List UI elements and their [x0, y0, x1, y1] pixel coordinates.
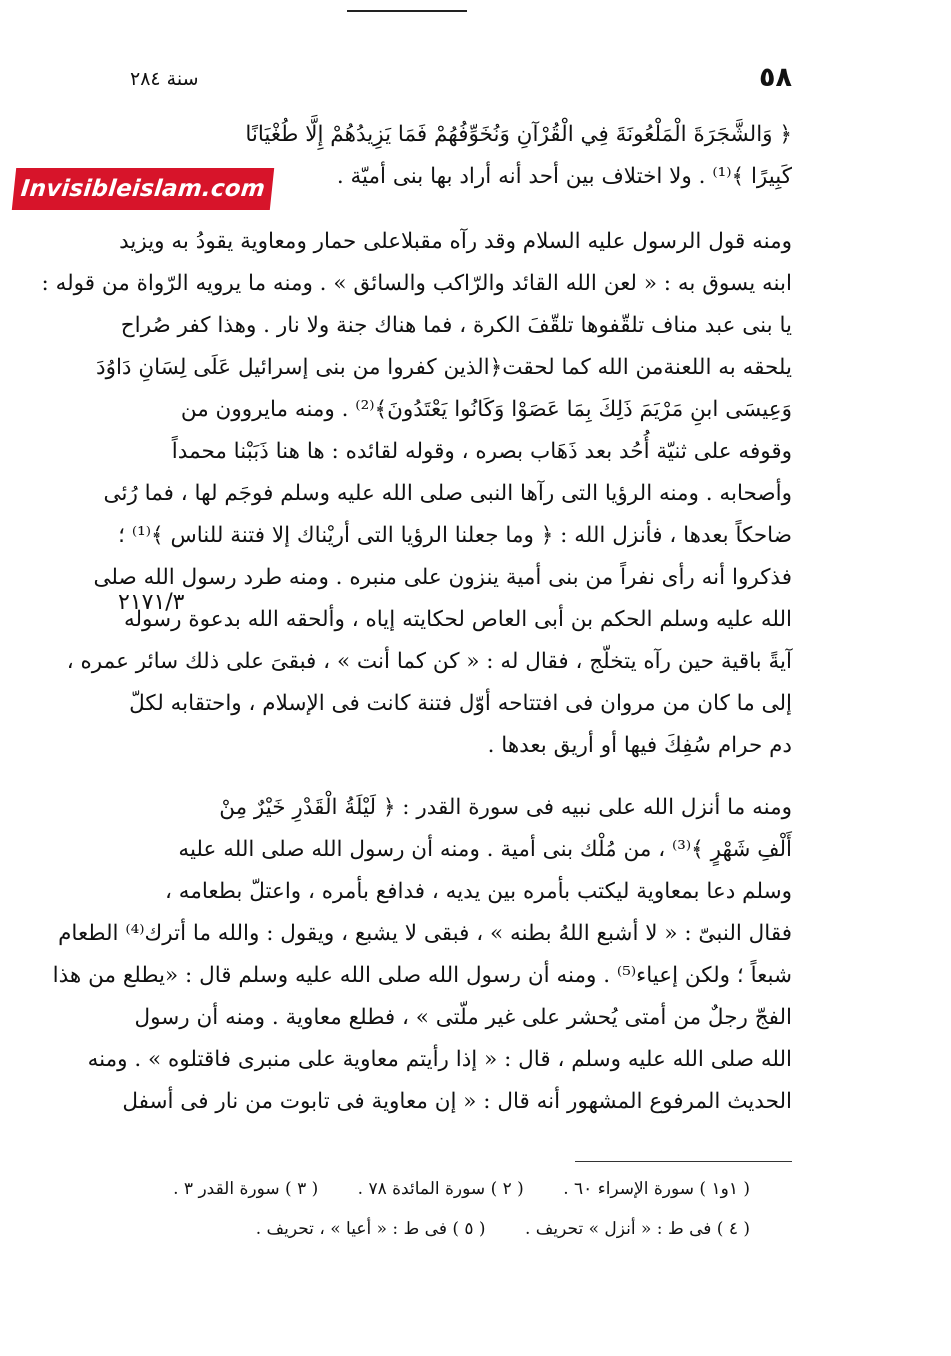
text-line: وأصحابه . ومنه الرؤيا التى رآها النبى صلى الله عليه وسلم فوجَم لها ، فما رُئى — [103, 481, 792, 506]
text-line: إلى ما كان من مروان فى افتتاحه أوّل فتنة كانت فى الإسلام ، واحتقابه لكلّ — [129, 691, 792, 716]
text-line: فقال النبىّ : « لا أشبع اللهُ بطنه » ، فبقى لا يشبع ، ويقول : والله ما أترك⁽⁴⁾ الطعام — [58, 921, 792, 946]
text-line: ابنه يسوق به : « لعن الله القائد والرّاكب والسائق » . ومنه ما يرويه الرّواة من قوله : — [41, 271, 792, 296]
page-number: ٥٨ — [759, 62, 792, 93]
footnote: ( ٥ ) فى ط : « أعيا » ، تحريف . — [255, 1219, 486, 1239]
running-title-year: سنة ٢٨٤ — [130, 68, 199, 90]
text-line: وسلم دعا بمعاوية ليكتب بأمره بين يديه ، فدافع بأمره ، واعتلّ بطعامه ، — [165, 879, 792, 904]
footnote: ( ٣ ) سورة القدر ٣ . — [173, 1179, 319, 1199]
margin-reference: ٢١٧١/٣ — [118, 590, 185, 615]
text-line: الحديث المرفوع المشهور أنه قال : « إن معاوية فى تابوت من نار فى أسفل — [122, 1089, 792, 1114]
paragraph-2 — [41, 221, 792, 767]
paragraph-3 — [52, 787, 792, 1123]
top-rule — [347, 10, 467, 12]
running-header — [130, 62, 792, 98]
footnotes — [130, 1172, 750, 1262]
text-line: الفجّ رجلٌ من أمتى يُحشر على غير ملّتى » ، فطلع معاوية . ومنه أن رسول — [134, 1005, 792, 1030]
text-line: يا بنى عبد مناف تلقّفوها تلقّفَ الكرة ، فما هناك جنة ولا نار . وهذا كفر صُراح — [120, 313, 792, 338]
text-line: دم حرام سُفِكَ فيها أو أريق بعدها . — [487, 733, 792, 758]
footnote: ( ٢ ) سورة المائدة ٧٨ . — [357, 1179, 524, 1199]
text-line: وَعِيسَى ابنِ مَرْيَمَ ذَلِكَ بِمَا عَصَوْا وَكَانُوا يَعْتَدُونَ﴾⁽²⁾ . ومنه مايروون من — [180, 397, 792, 422]
footnote-line-1 — [139, 1172, 750, 1206]
text-line: الله صلى الله عليه وسلم ، قال : « إذا رأيتم معاوية على منبرى فاقتلوه » . ومنه — [87, 1047, 792, 1072]
footnote-line-2 — [222, 1212, 750, 1246]
text-line: ومنه ما أنزل الله على نبيه فى سورة القدر : ﴿ لَيْلَةُ الْقَدْرِ خَيْرٌ مِنْ — [219, 795, 792, 820]
text-line: آيةً باقية حين رآه يتخلّج ، فقال له : « كن كما أنت » ، فبقىَ على ذلك سائر عمره ، — [66, 649, 792, 674]
footnote: ( ٤ ) فى ط : « أنزل » تحريف . — [524, 1219, 750, 1239]
text-line: ﴿ وَالشَّجَرَةَ الْمَلْعُونَةَ فِي الْقُرْآنِ وَنُخَوِّفُهُمْ فَمَا يَزِيدُهُمْ إِلَّا طُغْيَانًا — [245, 122, 792, 147]
text-line: كَبِيرًا ﴾⁽¹⁾ . ولا اختلاف بين أحد أنه أراد بها بنى أميّة . — [336, 164, 792, 189]
footnote: ( ١و١ ) سورة الإسراء ٦٠ . — [563, 1179, 750, 1199]
text-line: وقوفه على ثنيّة أُحُد بعد ذَهَاب بصره ، وقوله لقائده : ها هنا ذَبَبْنا محمداً — [171, 439, 792, 464]
footnote-rule — [575, 1161, 792, 1162]
text-line: أَلْفِ شَهْرٍ ﴾⁽³⁾ ، من مُلْك بنى أمية . ومنه أن رسول الله صلى الله عليه — [178, 837, 792, 862]
text-line: فذكروا أنه رأى نفراً من بنى أمية ينزون على منبره . ومنه طرد رسول الله صلى — [93, 565, 792, 590]
watermark-banner: Invisibleislam.com — [12, 168, 274, 210]
text-line: شبعاً ؛ ولكن إعياء⁽⁵⁾ . ومنه أن رسول الله صلى الله عليه وسلم قال : «يطلع من هذا — [52, 963, 792, 988]
text-line: يلحقه به اللعنةمن الله كما لحقت﴿الذين كفروا من بنى إسرائيل عَلَى لِسَانِ دَاوُدَ — [96, 355, 792, 380]
text-line: ومنه قول الرسول عليه السلام وقد رآه مقبلاعلى حمار ومعاوية يقودُ به ويزيد — [119, 229, 792, 254]
text-line: ضاحكاً بعدها ، فأنزل الله : ﴿ وما جعلنا الرؤيا التى أريْناك إلا فتنة للناس ﴾⁽¹⁾ ؛ — [118, 523, 792, 548]
text-line: الله عليه وسلم الحكم بن أبى العاص لحكايته إياه ، وألحقه الله بدعوة رسوله — [123, 607, 792, 632]
